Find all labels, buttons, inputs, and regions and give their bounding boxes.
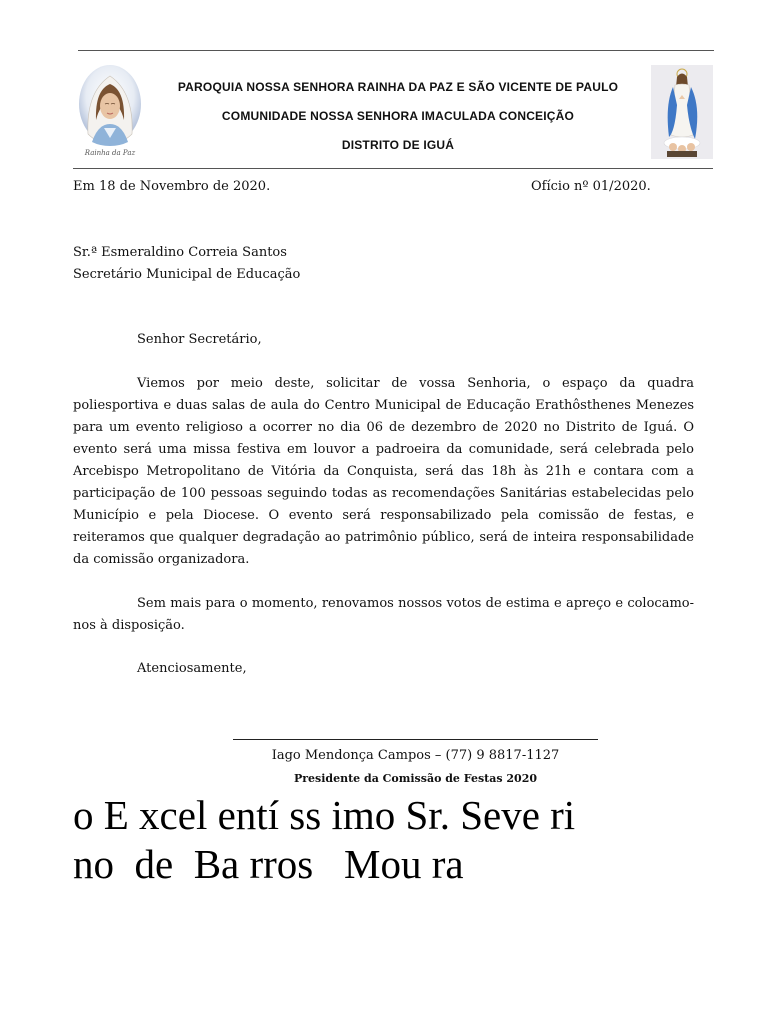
closing: Atenciosamente, [137, 661, 247, 676]
signature-line [233, 739, 598, 740]
rainha-da-paz-logo [76, 64, 144, 160]
header-top-rule [78, 50, 714, 51]
recipient-name: Sr.ª Esmeraldino Correia Santos [73, 245, 287, 260]
body-paragraph-text: Viemos por meio deste, solicitar de vossa Senhoria, o espaço da quadra poliesportiva e duas salas de aula do Centro Municipal de Educação Erathôsthenes Menezes para um evento religioso a ocorrer no dia 06 de dezembro de 2020 no Distrito de Iguá. O evento será uma missa festiva em louvor a padroeira da comunidade, será celebrada pelo Arcebispo Metropolitano de Vitória da Conquista, será das 18h às 21h e contara com a participação de 100 pessoas seguindo todas as recomendações Sanitárias estabelecidas pelo Município e pela Diocese. O evento será responsabilizado pela comissão de festas, e reiteramos que qualquer degradação ao patrimônio público, será de inteira responsabilidade da comissão organizadora. [73, 376, 694, 567]
community-name: COMUNIDADE NOSSA SENHORA IMACULADA CONCEIÇÃO [221, 109, 575, 123]
overlay-text-line: o E xcel entí ss imo Sr. Seve ri [73, 792, 576, 838]
parish-name: PAROQUIA NOSSA SENHORA RAINHA DA PAZ E SÃO VICENTE DE PAULO [177, 80, 619, 94]
logo-caption: Rainha da Paz [84, 149, 136, 157]
overlay-text-line: no de Ba rros Mou ra [73, 841, 464, 887]
immaculate-conception-statue-image [651, 65, 713, 159]
header-bottom-rule [73, 168, 713, 169]
body-paragraph [73, 373, 694, 571]
district-name: DISTRITO DE IGUÁ [341, 138, 455, 152]
signatory-name-phone: Iago Mendonça Campos – (77) 9 8817-1127 [271, 748, 560, 763]
recipient-title: Secretário Municipal de Educação [73, 267, 301, 282]
body-paragraph-text: Sem mais para o momento, renovamos nossos votos de estima e apreço e colocamo-nos à disposição. [73, 596, 694, 633]
body-paragraph [73, 593, 694, 637]
oficio-number: Ofício nº 01/2020. [531, 179, 651, 194]
date-line: Em 18 de Novembro de 2020. [73, 179, 271, 194]
signatory-role: Presidente da Comissão de Festas 2020 [293, 772, 538, 785]
salutation: Senhor Secretário, [137, 332, 262, 347]
